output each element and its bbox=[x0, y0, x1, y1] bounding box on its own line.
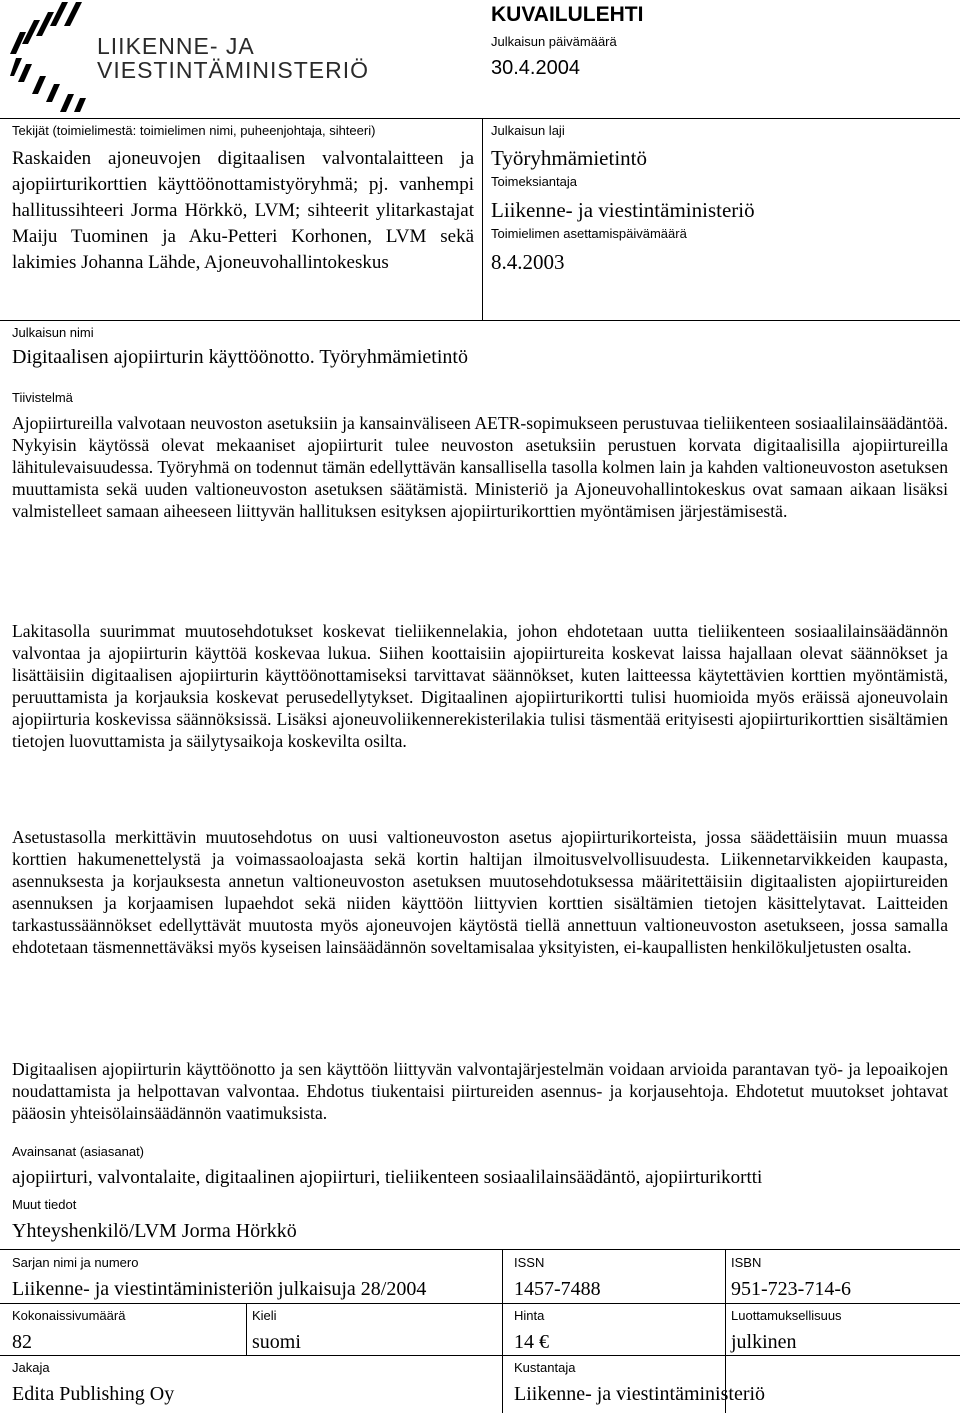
authors-label: Tekijät (toimielimestä: toimielimen nimi, puheenjohtaja, sihteeri) bbox=[12, 123, 376, 138]
price-value: 14 € bbox=[514, 1331, 549, 1353]
abstract-paragraph: Lakitasolla suurimmat muutosehdotukset koskevat tieliikennelakia, johon ehdotetaan uutta tieliikenteen sosiaalilainsäädännön valvontaa ja ajopiirturin käyttöä koskevaa lukua. Siihen koottaisiin ajopiirtureita koskevat laissa hajallaan olevat säännökset ja lisättäisiin digitaalisen ajopiirturin käyttöönottamiseksi tarvittavat säännökset, kuten laitteessa käytettävien korttien myöntämistä, peruuttamista ja korjauksia koskevat perusedellytykset. Digitaalinen ajopiirturikortti tulisi huomioida myös eräissä ajoneuvolain ajopiirturia koskevissa säännöksissä. Lisäksi ajoneuvoliikennerekisterilakia tulisi täsmentää erityisesti ajopiirturikorttien sisältämien tietojen luovuttamista ja säilytysaikoja koskevilta osilta. bbox=[12, 621, 948, 751]
commissioner-value: Liikenne- ja viestintäministeriö bbox=[491, 198, 755, 222]
document-type-title: KUVAILULEHTI bbox=[491, 3, 644, 26]
publication-date-value: 30.4.2004 bbox=[491, 57, 580, 79]
publication-date-label: Julkaisun päivämäärä bbox=[491, 34, 617, 49]
ministry-logo-emblem bbox=[10, 2, 92, 114]
abstract-paragraph: Ajopiirtureilla valvotaan neuvoston asetuksiin ja kansainväliseen AETR-sopimukseen perustuvaa tieliikenteen sosiaalilainsäädäntöä. Nykyisin käytössä olevat mekaaniset ajopiirturit tulee neuvoston asetuksiin perustuen korvata digitaalisilla ajopiirtureilla lähitulevaisuudessa. Työryhmä on todennut tämän edellyttävän kansallisella tasolla kolmen lain ja kahden valtioneuvoston asetuksen muuttamista sekä uuden valtioneuvoston asetuksen säätämistä. Ministeriö ja Ajoneuvohallintokeskus ovat samaan aikaan lisäksi valmistelleet samaan aiheeseen liittyvän hallituksen esityksen ajopiirturikorttien myöntämisen järjestämisestä. bbox=[12, 413, 948, 521]
divider-line bbox=[0, 320, 960, 321]
page-count-label: Kokonaissivumäärä bbox=[12, 1308, 126, 1323]
publication-name-value: Digitaalisen ajopiirturin käyttöönotto. Työryhmämietintö bbox=[12, 346, 468, 368]
abstract-label: Tiivistelmä bbox=[12, 390, 73, 405]
set-date-label: Toimielimen asettamispäivämäärä bbox=[491, 226, 687, 241]
isbn-value: 951-723-714-6 bbox=[731, 1278, 851, 1300]
abstract-paragraph: Digitaalisen ajopiirturin käyttöönotto ja sen käyttöön liittyvän valvontajärjestelmän voidaan arvioida parantavan työ- ja lepoaikojen noudattamista ja helpottavan valvontaa. Ehdotus tiukentaisi piirtureiden asennus- ja korjausehtoja. Ehdotetut muutokset johtavat pääosin yhteisölainsäädännön vaatimuksista. bbox=[12, 1059, 948, 1123]
series-label: Sarjan nimi ja numero bbox=[12, 1255, 139, 1270]
set-date-value: 8.4.2003 bbox=[491, 250, 565, 274]
language-label: Kieli bbox=[252, 1308, 277, 1323]
issn-label: ISSN bbox=[514, 1255, 545, 1270]
publication-name-label: Julkaisun nimi bbox=[12, 325, 94, 340]
logo-line-2: VIESTINTÄMINISTERIÖ bbox=[97, 57, 370, 83]
divider-line bbox=[0, 1303, 960, 1304]
publisher-value: Liikenne- ja viestintäministeriö bbox=[514, 1383, 766, 1405]
divider-line bbox=[482, 118, 483, 320]
keywords-label: Avainsanat (asiasanat) bbox=[12, 1144, 145, 1159]
divider-line bbox=[0, 1355, 960, 1356]
keywords-value: ajopiirturi, valvontalaite, digitaalinen ajopiirturi, tieliikenteen sosiaalilainsäädäntö, ajopiirturikortti bbox=[12, 1167, 763, 1188]
price-label: Hinta bbox=[514, 1308, 545, 1323]
publisher-label: Kustantaja bbox=[514, 1360, 576, 1375]
series-value: Liikenne- ja viestintäministeriön julkaisuja 28/2004 bbox=[12, 1278, 427, 1300]
logo-line-1: LIIKENNE- JA bbox=[97, 33, 255, 59]
other-info-label: Muut tiedot bbox=[12, 1197, 77, 1212]
authors-text: Raskaiden ajoneuvojen digitaalisen valvontalaitteen ja ajopiirturikorttien käyttöönottamistyöryhmä; pj. vanhempi hallitussihteeri Jorma Hörkkö, LVM; sihteerit ylitarkastajat Maiju Tuominen ja Aku-Petteri Korhonen, LVM sekä lakimies Johanna Lähde, Ajoneuvohallintokeskus bbox=[12, 148, 474, 273]
confidentiality-value: julkinen bbox=[731, 1331, 797, 1353]
other-info-value: Yhteyshenkilö/LVM Jorma Hörkkö bbox=[12, 1220, 297, 1242]
issn-value: 1457-7488 bbox=[514, 1278, 601, 1300]
confidentiality-label: Luottamuksellisuus bbox=[731, 1308, 842, 1323]
isbn-label: ISBN bbox=[731, 1255, 762, 1270]
commissioner-label: Toimeksiantaja bbox=[491, 174, 577, 189]
divider-line bbox=[246, 1303, 247, 1355]
abstract-paragraph: Asetustasolla merkittävin muutosehdotus on uusi valtioneuvoston asetus ajopiirturikorteista, jossa säädettäisiin muun muassa korttien hakumenettelystä ja voimassaoloajasta sekä kortin haltijan ilmoitusvelvollisuudesta. Liikennetarvikkeiden kaupasta, asennuksesta ja korjauksesta annetun valtioneuvoston asetuksen muutosehdotuksessa määritettäisiin digitaalisten ajopiirtureiden asennuksen ja korjaamisen lupaehdot sekä niiden käyttöön liittyvien korttien sisältämien tietojen käsittelytavat. Laitteiden tarkastussäännökset edellyttävät muutosta myös ajoneuvojen käytöstä tiellä annettuun valtioneuvoston asetukseen, jossa samalla ehdotetaan täsmennettäväksi myös kyseisen lainsäädännön soveltamisalaa yksityisten, ei-kaupallisten henkilökuljetusten osalta. bbox=[12, 827, 948, 957]
page-count-value: 82 bbox=[12, 1331, 32, 1353]
distributor-label: Jakaja bbox=[12, 1360, 50, 1375]
distributor-value: Edita Publishing Oy bbox=[12, 1383, 175, 1405]
language-value: suomi bbox=[252, 1331, 301, 1353]
divider-line bbox=[0, 118, 960, 119]
divider-line bbox=[0, 1249, 960, 1250]
divider-line bbox=[502, 1249, 503, 1413]
publication-type-label: Julkaisun laji bbox=[491, 123, 565, 138]
publication-type-value: Työryhmämietintö bbox=[491, 146, 648, 170]
